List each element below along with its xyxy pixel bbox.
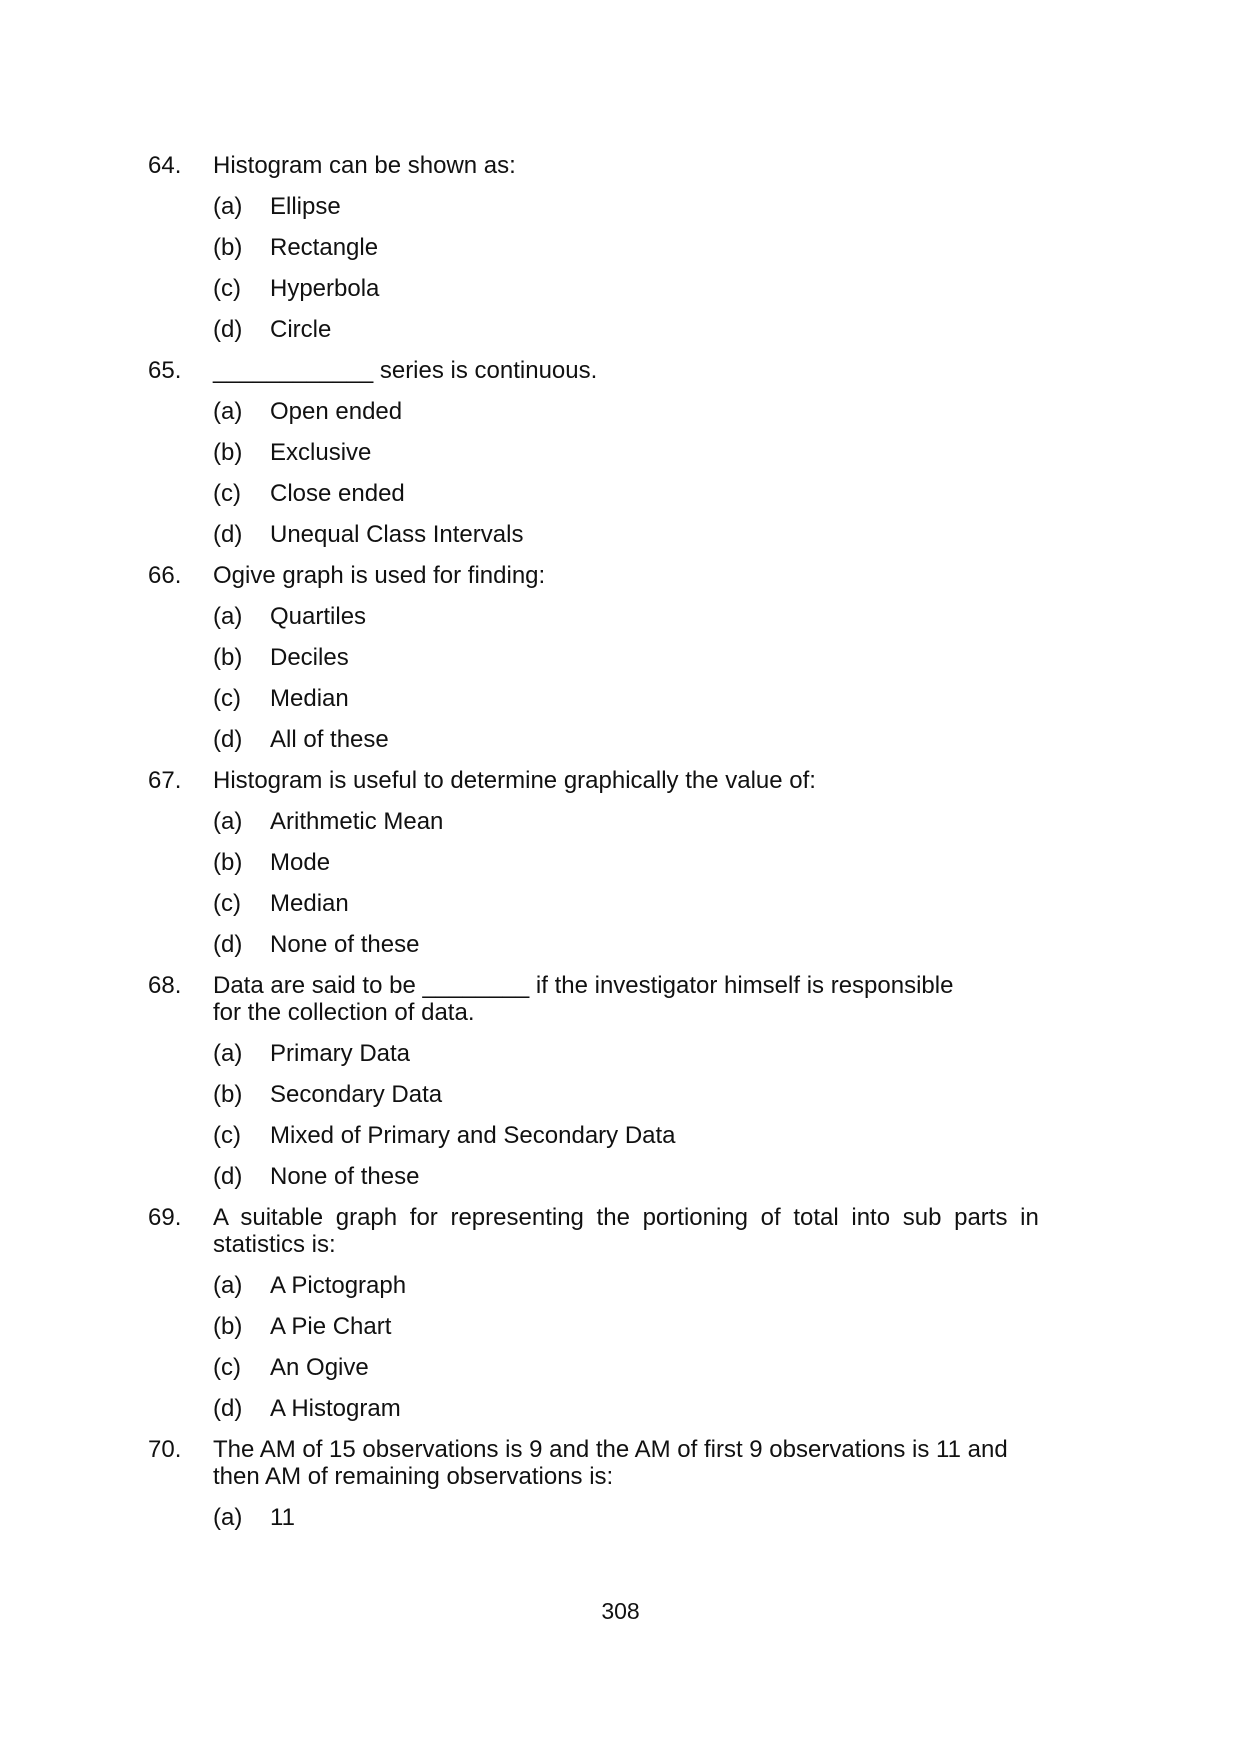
question-number: 70.: [148, 1436, 182, 1463]
option-letter: (b): [213, 644, 243, 671]
question-number: 69.: [148, 1204, 182, 1231]
question-text: statistics is:: [213, 1231, 336, 1258]
option-row: [148, 193, 1127, 220]
option-letter: (b): [213, 1081, 243, 1108]
option-letter: (a): [213, 603, 243, 630]
option-letter: (b): [213, 234, 243, 261]
option-text: Close ended: [270, 480, 405, 507]
option-text: An Ogive: [270, 1354, 369, 1381]
option-letter: (c): [213, 480, 241, 507]
option-text: Deciles: [270, 644, 349, 671]
option-row: [148, 234, 1127, 261]
option-text: Hyperbola: [270, 275, 380, 302]
option-row: [148, 603, 1127, 630]
option-row: [148, 1313, 1127, 1340]
question-66: [148, 562, 1127, 589]
option-letter: (d): [213, 726, 243, 753]
option-text: Mixed of Primary and Secondary Data: [270, 1122, 676, 1149]
option-text: Ellipse: [270, 193, 341, 220]
question-text: Histogram is useful to determine graphically the value of:: [213, 767, 816, 794]
option-letter: (d): [213, 521, 243, 548]
option-letter: (c): [213, 1122, 241, 1149]
question-text: ____________ series is continuous.: [213, 357, 598, 384]
option-row: [148, 890, 1127, 917]
option-row: [148, 1504, 1127, 1531]
option-text: Arithmetic Mean: [270, 808, 444, 835]
option-row: [148, 1272, 1127, 1299]
option-text: Unequal Class Intervals: [270, 521, 524, 548]
option-text: None of these: [270, 931, 420, 958]
option-letter: (c): [213, 1354, 241, 1381]
option-row: [148, 1122, 1127, 1149]
question-number: 65.: [148, 357, 182, 384]
option-row: [148, 808, 1127, 835]
option-row: [148, 849, 1127, 876]
question-67: [148, 767, 1127, 794]
question-text: The AM of 15 observations is 9 and the AM of first 9 observations is 11 and: [213, 1436, 1008, 1463]
option-row: [148, 726, 1127, 753]
option-row: [148, 275, 1127, 302]
question-number: 68.: [148, 972, 182, 999]
option-row: [148, 644, 1127, 671]
option-row: [148, 931, 1127, 958]
question-list: [148, 146, 1127, 1545]
option-text: Median: [270, 890, 349, 917]
option-row: [148, 439, 1127, 466]
question-text: Ogive graph is used for finding:: [213, 562, 546, 589]
question-text: Histogram can be shown as:: [213, 152, 516, 179]
question-number: 66.: [148, 562, 182, 589]
option-row: [148, 1354, 1127, 1381]
option-text: A Pictograph: [270, 1272, 407, 1299]
option-row: [148, 685, 1127, 712]
question-68: [148, 972, 1127, 1026]
option-letter: (d): [213, 1395, 243, 1422]
option-text: Circle: [270, 316, 332, 343]
option-letter: (d): [213, 931, 243, 958]
option-letter: (b): [213, 439, 243, 466]
option-letter: (a): [213, 1272, 243, 1299]
option-text: Rectangle: [270, 234, 379, 261]
option-row: [148, 398, 1127, 425]
option-letter: (b): [213, 1313, 243, 1340]
option-text: Quartiles: [270, 603, 367, 630]
question-number: 67.: [148, 767, 182, 794]
option-letter: (d): [213, 316, 243, 343]
option-letter: (c): [213, 275, 241, 302]
option-letter: (a): [213, 193, 243, 220]
question-number: 64.: [148, 152, 182, 179]
option-text: None of these: [270, 1163, 420, 1190]
option-letter: (a): [213, 1040, 243, 1067]
question-text: for the collection of data.: [213, 999, 475, 1026]
question-69: [148, 1204, 1127, 1258]
option-row: [148, 521, 1127, 548]
option-letter: (c): [213, 685, 241, 712]
option-text: Exclusive: [270, 439, 372, 466]
option-text: A Histogram: [270, 1395, 401, 1422]
option-letter: (a): [213, 808, 243, 835]
question-text: then AM of remaining observations is:: [213, 1463, 614, 1490]
option-text: 11: [270, 1504, 295, 1531]
option-text: Open ended: [270, 398, 403, 425]
page-number: 308: [601, 1598, 640, 1624]
option-letter: (c): [213, 890, 241, 917]
option-letter: (a): [213, 1504, 243, 1531]
option-row: [148, 1395, 1127, 1422]
option-text: Mode: [270, 849, 331, 876]
option-text: All of these: [270, 726, 389, 753]
option-text: Median: [270, 685, 349, 712]
question-text: Data are said to be ________ if the investigator himself is responsible: [213, 972, 954, 999]
option-row: [148, 1040, 1127, 1067]
option-letter: (d): [213, 1163, 243, 1190]
option-row: [148, 316, 1127, 343]
option-letter: (b): [213, 849, 243, 876]
option-row: [148, 1081, 1127, 1108]
option-text: A Pie Chart: [270, 1313, 392, 1340]
question-70: [148, 1436, 1127, 1490]
option-letter: (a): [213, 398, 243, 425]
question-64: [148, 152, 1127, 179]
option-row: [148, 480, 1127, 507]
option-text: Primary Data: [270, 1040, 411, 1067]
question-65: [148, 357, 1127, 384]
option-text: Secondary Data: [270, 1081, 443, 1108]
option-row: [148, 1163, 1127, 1190]
question-text: A suitable graph for representing the portioning of total into sub parts in: [213, 1204, 1039, 1231]
